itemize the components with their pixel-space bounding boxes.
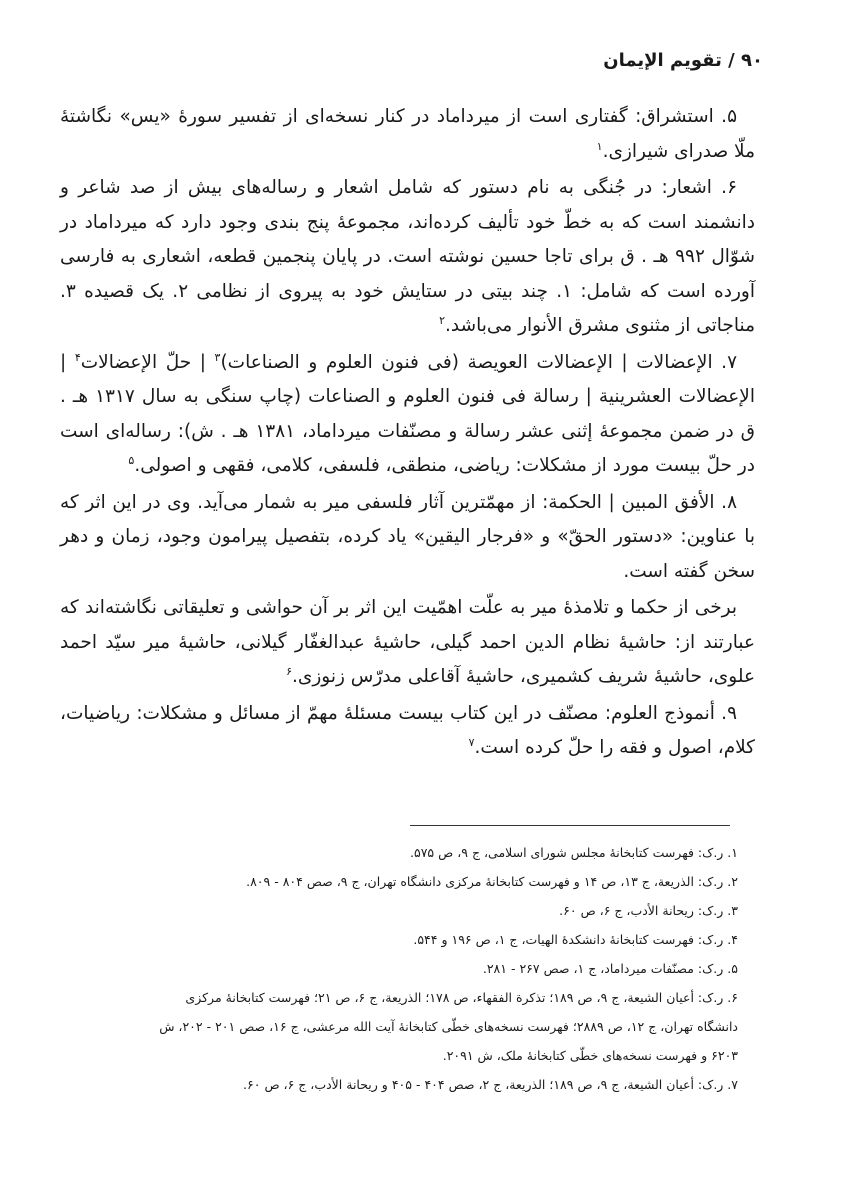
footnote-ref: ۵ [128,453,135,467]
footnote-ref: ۶ [286,664,292,678]
main-text [60,100,755,768]
footnote: ۳. ر.ک: ریحانة الأدب، ج ۶، ص ۶۰. [559,903,738,918]
footnote: ۶. ر.ک: أعیان الشیعة، ج ۹، ص ۱۸۹؛ تذکرة الفقهاء، ص ۱۷۸؛ الذریعة، ج ۶، ص ۲۱؛ فهرست کتابخانهٔ مرکزی دانشگاه تهران، ج ۱۲، ص ۲۸۸۹؛ فهرست نسخه‌های خطّی کتابخانهٔ آیت الله مرعشی، ج ۱۶، صص ۲۰۱ - ۲۰۲، ش ۶۲۰۳ و فهرست نسخه‌های خطّی کتابخانهٔ ملک، ش ۲۰۹۱. [159,990,738,1063]
paragraph-item-9 [60,697,755,766]
paragraph-text: ۶. اشعار: در جُنگی به نام دستور که شامل اشعار و رساله‌های بیش از صد شاعر و دانشمند است که به خطّ خود تألیف کرده‌اند، مجموعهٔ پنج بندی وجود دارد که میرداماد در شوّال ۹۹۲ هـ . ق برای تاجا حسین نوشته است. در پایان پنجمین قطعه، اشعاری به فارسی آورده است که شامل: ۱. چند بیتی در ستایش خود به پیروی از نظامی ۲. یک قصیده ۳. مناجاتی از مثنوی مشرق الأنوار می‌باشد. [60,177,755,336]
footnote-ref: ۲ [439,313,445,327]
paragraph-item-6 [60,171,755,344]
paragraph-item-8 [60,486,755,590]
footnote: ۱. ر.ک: فهرست کتابخانهٔ مجلس شورای اسلامی، ج ۹، ص ۵۷۵. [410,845,738,860]
page-number: ۹۰ [741,50,763,71]
footnote-ref: ۴ [74,350,81,364]
footnotes [150,838,738,1099]
footnote-ref: ۷ [468,735,475,749]
paragraph-text: برخی از حکما و تلامذهٔ میر به علّت اهمّیت این اثر بر آن حواشی و تعلیقاتی نگاشته‌اند که عبارتند از: حاشیهٔ نظام الدین احمد گیلی، حاشیهٔ عبدالغفّار گیلانی، حاشیهٔ میر سیّد احمد علوی، حاشیهٔ شریف کشمیری، حاشیهٔ آقاعلی مدرّس زنوزی. [60,597,755,687]
paragraph-text: ۷. الإعضالات | الإعضالات العویصة (فی فنون العلوم و الصناعات) [220,351,737,373]
footnote-ref: ۱ [596,139,603,153]
footnote: ۵. ر.ک: مصنّفات میرداماد، ج ۱، صص ۲۶۷ - ۲۸۱. [482,961,738,976]
paragraph-item-7 [60,346,755,484]
paragraph-commentaries [60,591,755,695]
book-title: تقویم الإیمان [603,50,722,71]
paragraph-text: ۸. الأفق المبین | الحکمة: از مهمّترین آثار فلسفی میر به شمار می‌آید. وی در این اثر که با عناوین: «دستور الحقّ» و «فرجار الیقین» یاد کرده، بتفصیل پیرامون وجود، زمان و دهر سخن گفته است. [60,491,755,582]
footnote-divider [410,825,730,826]
paragraph-text: | حلّ الإعضالات [80,351,215,373]
header-separator: / [728,50,735,71]
paragraph-text: ۹. أنموذج العلوم: مصنّف در این کتاب بیست مسئلهٔ مهمّ از مسائل و مشکلات: ریاضیات، کلام، اصول و فقه را حلّ کرده است. [60,702,755,758]
paragraph-text: ۵. استشراق: گفتاری است از میرداماد در کنار نسخه‌ای از تفسیر سورهٔ «یس» نگاشتهٔ ملّا صدرای شیرازی. [60,106,755,162]
footnote: ۴. ر.ک: فهرست کتابخانهٔ دانشکدهٔ الهیات، ج ۱، ص ۱۹۶ و ۵۴۴. [413,932,738,947]
footnote: ۷. ر.ک: أعیان الشیعة، ج ۹، ص ۱۸۹؛ الذریعة، ج ۲، صص ۴۰۴ - ۴۰۵ و ریحانة الأدب، ج ۶، ص ۶۰. [243,1077,738,1092]
running-header [603,50,763,71]
footnote-ref: ۳ [214,350,221,364]
paragraph-item-5 [60,100,755,169]
paragraph-text: | الإعضالات العشرینیة | رسالة فی فنون العلوم و الصناعات (چاپ سنگی به سال ۱۳۱۷ هـ . ق در ضمن مجموعهٔ إثنی عشر رسالة و مصنّفات میرداماد، ۱۳۸۱ هـ . ش): رساله‌ای است در حلّ بیست مورد از مشکلات: ریاضی، منطقی، فلسفی، کلامی، فقهی و اصولی. [60,351,755,476]
footnote: ۲. ر.ک: الذریعة، ج ۱۳، ص ۱۴ و فهرست کتابخانهٔ مرکزی دانشگاه تهران، ج ۹، صص ۸۰۴ - ۸۰۹. [246,874,738,889]
